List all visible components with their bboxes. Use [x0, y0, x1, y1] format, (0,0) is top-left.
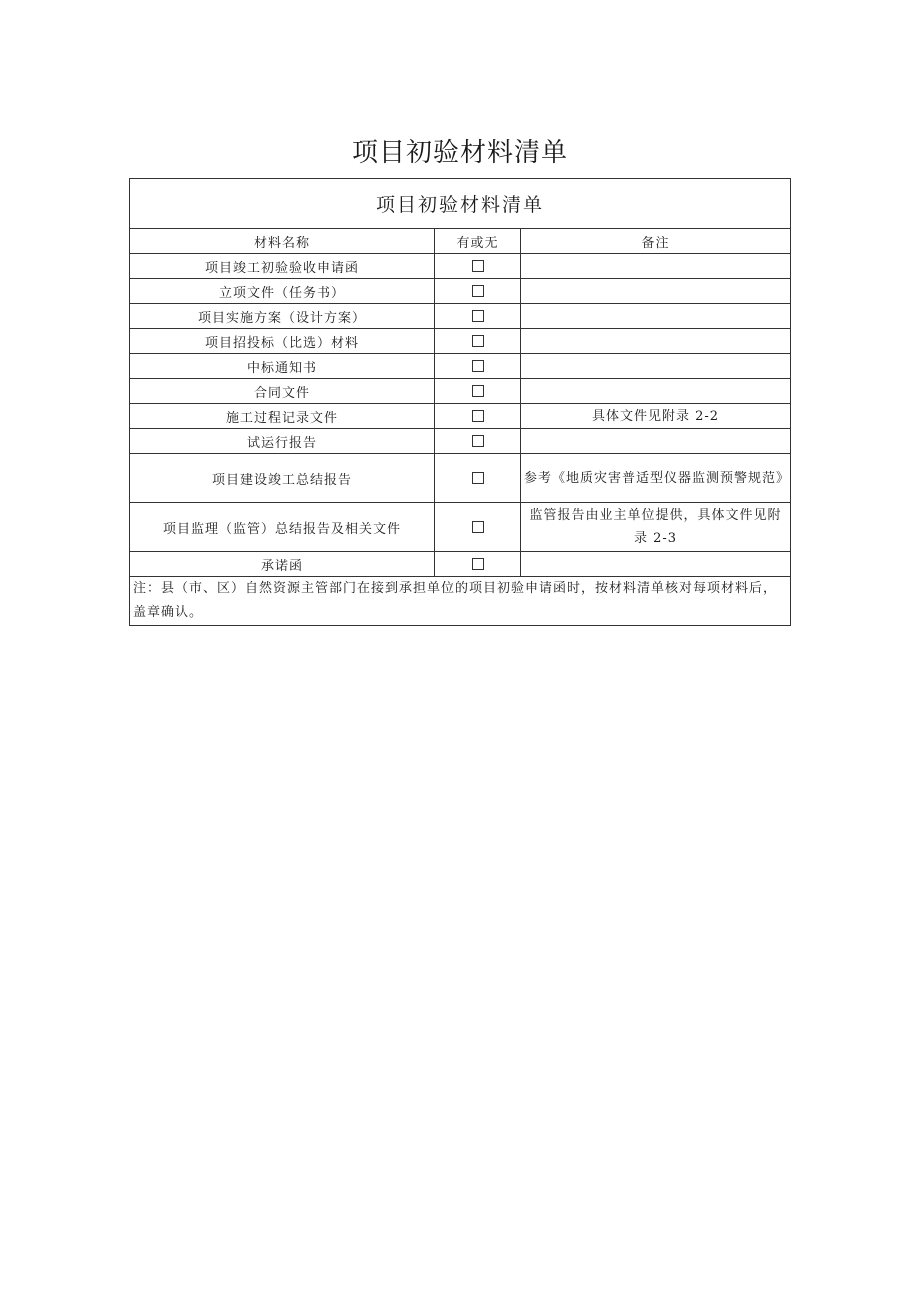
header-material-name: 材料名称	[130, 229, 435, 254]
footnote: 注：县（市、区）自然资源主管部门在接到承担单位的项目初验申请函时，按材料清单核对每项材料后，盖章确认。	[130, 577, 791, 626]
checkbox-icon[interactable]	[472, 435, 484, 447]
table-row	[130, 379, 791, 404]
checkbox-icon[interactable]	[472, 472, 484, 484]
checkbox-icon[interactable]	[472, 558, 484, 570]
material-name: 承诺函	[130, 552, 435, 577]
checkbox-icon[interactable]	[472, 410, 484, 422]
material-name: 试运行报告	[130, 429, 435, 454]
page-title: 项目初验材料清单	[351, 138, 568, 168]
remark-cell	[521, 354, 791, 379]
table-row	[130, 503, 791, 552]
table-row	[130, 454, 791, 503]
table-row	[130, 429, 791, 454]
table-header-row	[130, 229, 791, 254]
checkbox-icon[interactable]	[472, 335, 484, 347]
table-caption: 项目初验材料清单	[130, 179, 791, 229]
material-name: 项目实施方案（设计方案）	[130, 304, 435, 329]
table-row	[130, 279, 791, 304]
remark-cell	[521, 279, 791, 304]
table-row	[130, 254, 791, 279]
header-has-or-not: 有或无	[435, 229, 521, 254]
remark-cell	[521, 329, 791, 354]
remark-cell	[521, 304, 791, 329]
checkbox-icon[interactable]	[472, 285, 484, 297]
checkbox-icon[interactable]	[472, 310, 484, 322]
material-name: 中标通知书	[130, 354, 435, 379]
remark-cell: 具体文件见附录 2-2	[521, 404, 791, 429]
material-name: 施工过程记录文件	[130, 404, 435, 429]
material-name: 项目建设竣工总结报告	[130, 454, 435, 503]
remark-cell: 监管报告由业主单位提供，具体文件见附录 2-3	[521, 503, 791, 552]
table-caption-row	[130, 179, 791, 229]
checkbox-icon[interactable]	[472, 260, 484, 272]
checkbox-icon[interactable]	[472, 385, 484, 397]
table-row	[130, 304, 791, 329]
material-name: 项目招投标（比选）材料	[130, 329, 435, 354]
remark-cell	[521, 379, 791, 404]
material-name: 项目监理（监管）总结报告及相关文件	[130, 503, 435, 552]
table-row	[130, 354, 791, 379]
table-row	[130, 404, 791, 429]
checkbox-icon[interactable]	[472, 360, 484, 372]
remark-cell	[521, 429, 791, 454]
material-name: 立项文件（任务书）	[130, 279, 435, 304]
remark-cell	[521, 254, 791, 279]
remark-cell: 参考《地质灾害普适型仪器监测预警规范》	[521, 454, 791, 503]
header-remarks: 备注	[521, 229, 791, 254]
table-row	[130, 552, 791, 577]
footnote-row	[130, 577, 791, 626]
checkbox-icon[interactable]	[472, 521, 484, 533]
table-row	[130, 329, 791, 354]
material-name: 项目竣工初验验收申请函	[130, 254, 435, 279]
remark-cell	[521, 552, 791, 577]
material-name: 合同文件	[130, 379, 435, 404]
materials-checklist-table	[129, 178, 791, 626]
